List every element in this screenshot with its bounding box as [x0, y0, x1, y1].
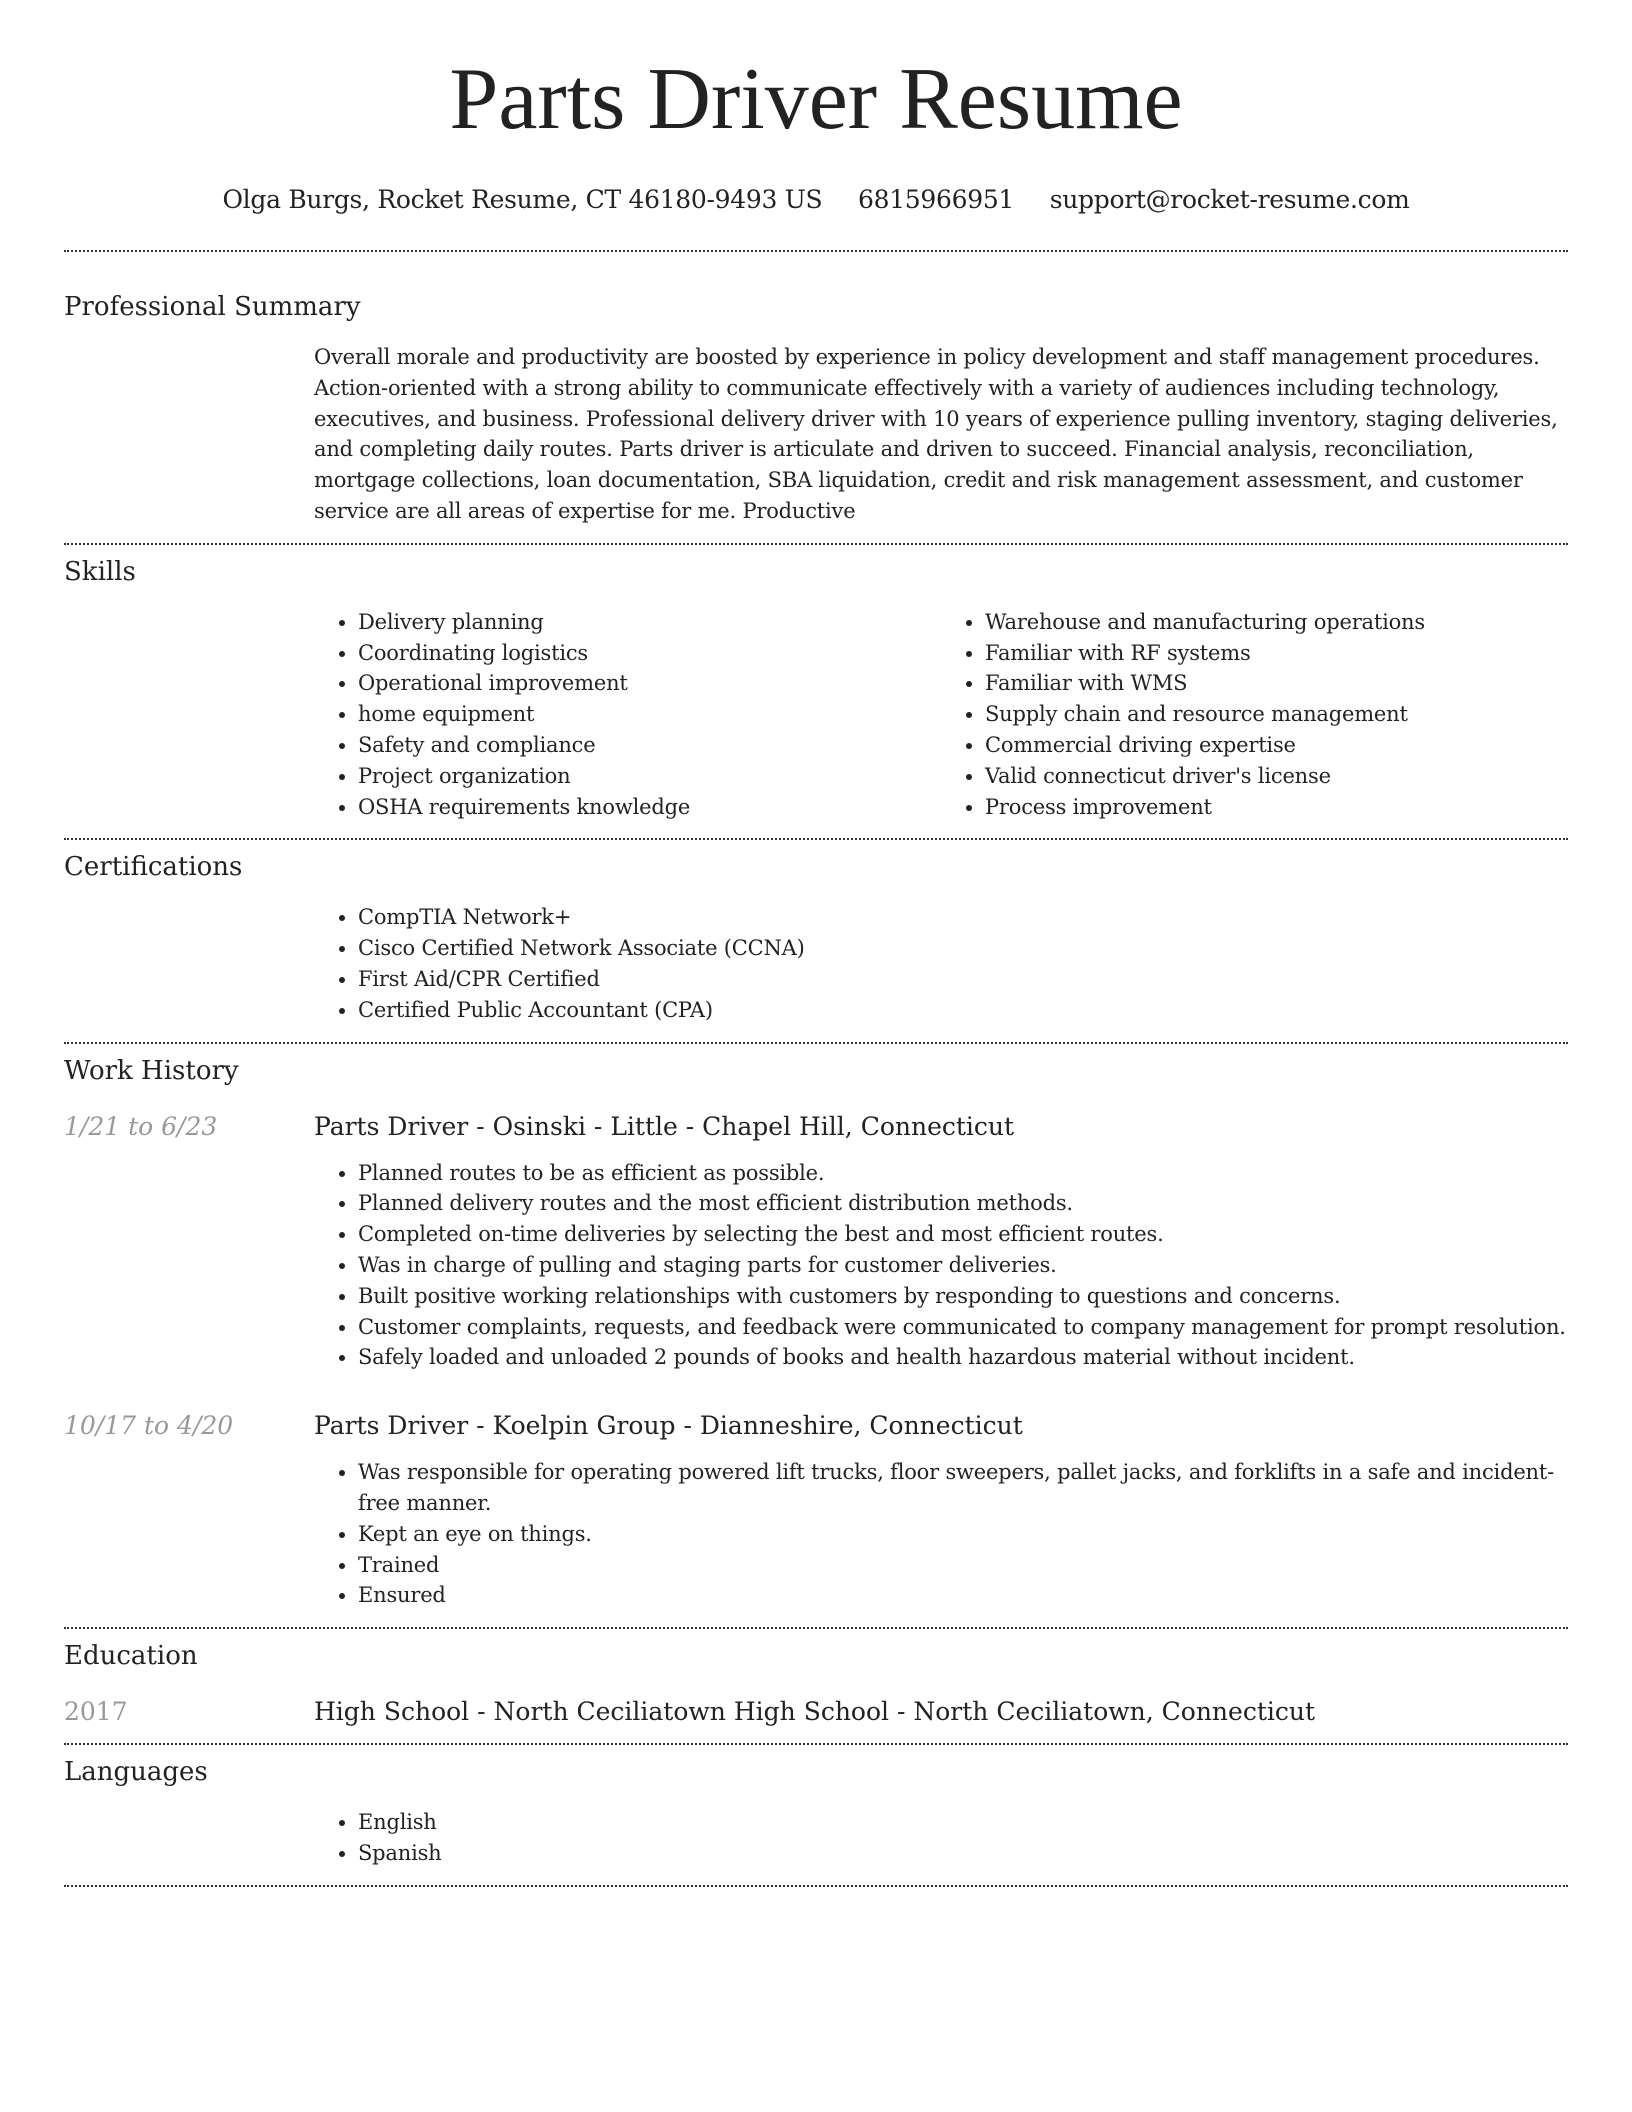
language-item: • Spanish — [358, 1838, 1568, 1869]
skill-item: • Process improvement — [985, 792, 1568, 823]
certifications-content — [314, 902, 1568, 1041]
languages-heading: Languages — [64, 1757, 208, 1788]
job-bullet: • Planned routes to be as efficient as possible. — [358, 1158, 1568, 1189]
contact-phone: 6815966951 — [857, 185, 1015, 214]
skill-item: • Familiar with RF systems — [985, 638, 1568, 669]
job-title: Parts Driver - Osinski - Little - Chapel Hill, Connecticut — [314, 1111, 1015, 1141]
job-bullets — [314, 1457, 1568, 1611]
education-date: 2017 — [64, 1697, 128, 1727]
skill-item: • Coordinating logistics — [358, 638, 941, 669]
job-details — [314, 1110, 1568, 1374]
skill-item: • Supply chain and resource management — [985, 699, 1568, 730]
resume-title: Parts Driver Resume — [449, 51, 1183, 148]
job-entry — [64, 1409, 1568, 1627]
skill-item: • Project organization — [358, 761, 941, 792]
work-history-section — [64, 1044, 1568, 1628]
job-bullet: • Planned delivery routes and the most efficient distribution methods. — [358, 1188, 1568, 1219]
job-bullet: • Trained — [358, 1550, 1568, 1581]
skill-item: • Safety and compliance — [358, 730, 941, 761]
skills-heading: Skills — [64, 556, 136, 587]
skill-item: • Commercial driving expertise — [985, 730, 1568, 761]
job-bullet: • Built positive working relationships with customers by responding to questions and concerns. — [358, 1281, 1568, 1312]
skills-columns — [314, 607, 1568, 839]
job-bullets — [314, 1158, 1568, 1374]
job-date: 1/21 to 6/23 — [64, 1111, 218, 1141]
skill-item: • Delivery planning — [358, 607, 941, 638]
skills-section — [64, 545, 1568, 839]
certifications-section — [64, 840, 1568, 1041]
certification-item: • First Aid/CPR Certified — [358, 964, 1568, 995]
job-details — [314, 1409, 1568, 1611]
certifications-list — [314, 902, 1568, 1025]
contact-line — [64, 184, 1568, 216]
certifications-heading: Certifications — [64, 852, 243, 883]
certification-item: • Cisco Certified Network Associate (CCNA) — [358, 933, 1568, 964]
work-history-heading: Work History — [64, 1055, 239, 1086]
skill-item: • Warehouse and manufacturing operations — [985, 607, 1568, 638]
job-bullet: • Kept an eye on things. — [358, 1519, 1568, 1550]
job-bullet: • Ensured — [358, 1580, 1568, 1611]
skill-item: • OSHA requirements knowledge — [358, 792, 941, 823]
skill-item: • Familiar with WMS — [985, 668, 1568, 699]
summary-section — [64, 252, 1568, 543]
skill-item: • Operational improvement — [358, 668, 941, 699]
job-bullet: • Completed on-time deliveries by selecting the best and most efficient routes. — [358, 1219, 1568, 1250]
summary-heading: Professional Summary — [64, 292, 361, 322]
summary-text: Overall morale and productivity are boosted by experience in policy development and staff management procedures. Action-oriented with a strong ability to communicate effectively with a variety of audiences including technology, executives, and business. Professional delivery driver with 10 years of experience pulling inventory, staging deliveries, and completing daily routes. Parts driver is articulate and driven to succeed. Financial analysis, reconciliation, mortgage collections, loan documentation, SBA liquidation, credit and risk management assessment, and customer service are all areas of expertise for me. Productive — [314, 345, 1558, 523]
languages-list — [314, 1807, 1568, 1869]
skills-list-right — [941, 607, 1568, 823]
certification-item: • CompTIA Network+ — [358, 902, 1568, 933]
education-heading: Education — [64, 1641, 198, 1672]
education-section — [64, 1629, 1568, 1743]
job-date: 10/17 to 4/20 — [64, 1411, 234, 1441]
languages-section — [64, 1745, 1568, 1885]
language-item: • English — [358, 1807, 1568, 1838]
job-bullet: • Was responsible for operating powered lift trucks, floor sweepers, pallet jacks, and forklifts in a safe and incident-free manner. — [358, 1457, 1568, 1519]
job-bullet: • Customer complaints, requests, and feedback were communicated to company management for prompt resolution. — [358, 1312, 1568, 1343]
contact-email: support@rocket-resume.com — [1049, 185, 1410, 214]
education-title: High School - North Ceciliatown High School - North Ceciliatown, Connecticut — [314, 1697, 1316, 1727]
job-title: Parts Driver - Koelpin Group - Dianneshire, Connecticut — [314, 1411, 1023, 1441]
education-details — [314, 1695, 1568, 1729]
job-bullet: • Was in charge of pulling and staging parts for customer deliveries. — [358, 1250, 1568, 1281]
skills-list-left — [314, 607, 941, 823]
contact-address: Olga Burgs, Rocket Resume, CT 46180-9493 US — [222, 185, 823, 214]
divider — [64, 1885, 1568, 1887]
job-entry — [64, 1110, 1568, 1374]
job-bullet: • Safely loaded and unloaded 2 pounds of books and health hazardous material without incident. — [358, 1342, 1568, 1373]
languages-content — [314, 1807, 1568, 1885]
skill-item: • home equipment — [358, 699, 941, 730]
education-entry — [64, 1695, 1568, 1743]
skill-item: • Valid connecticut driver's license — [985, 761, 1568, 792]
certification-item: • Certified Public Accountant (CPA) — [358, 995, 1568, 1026]
